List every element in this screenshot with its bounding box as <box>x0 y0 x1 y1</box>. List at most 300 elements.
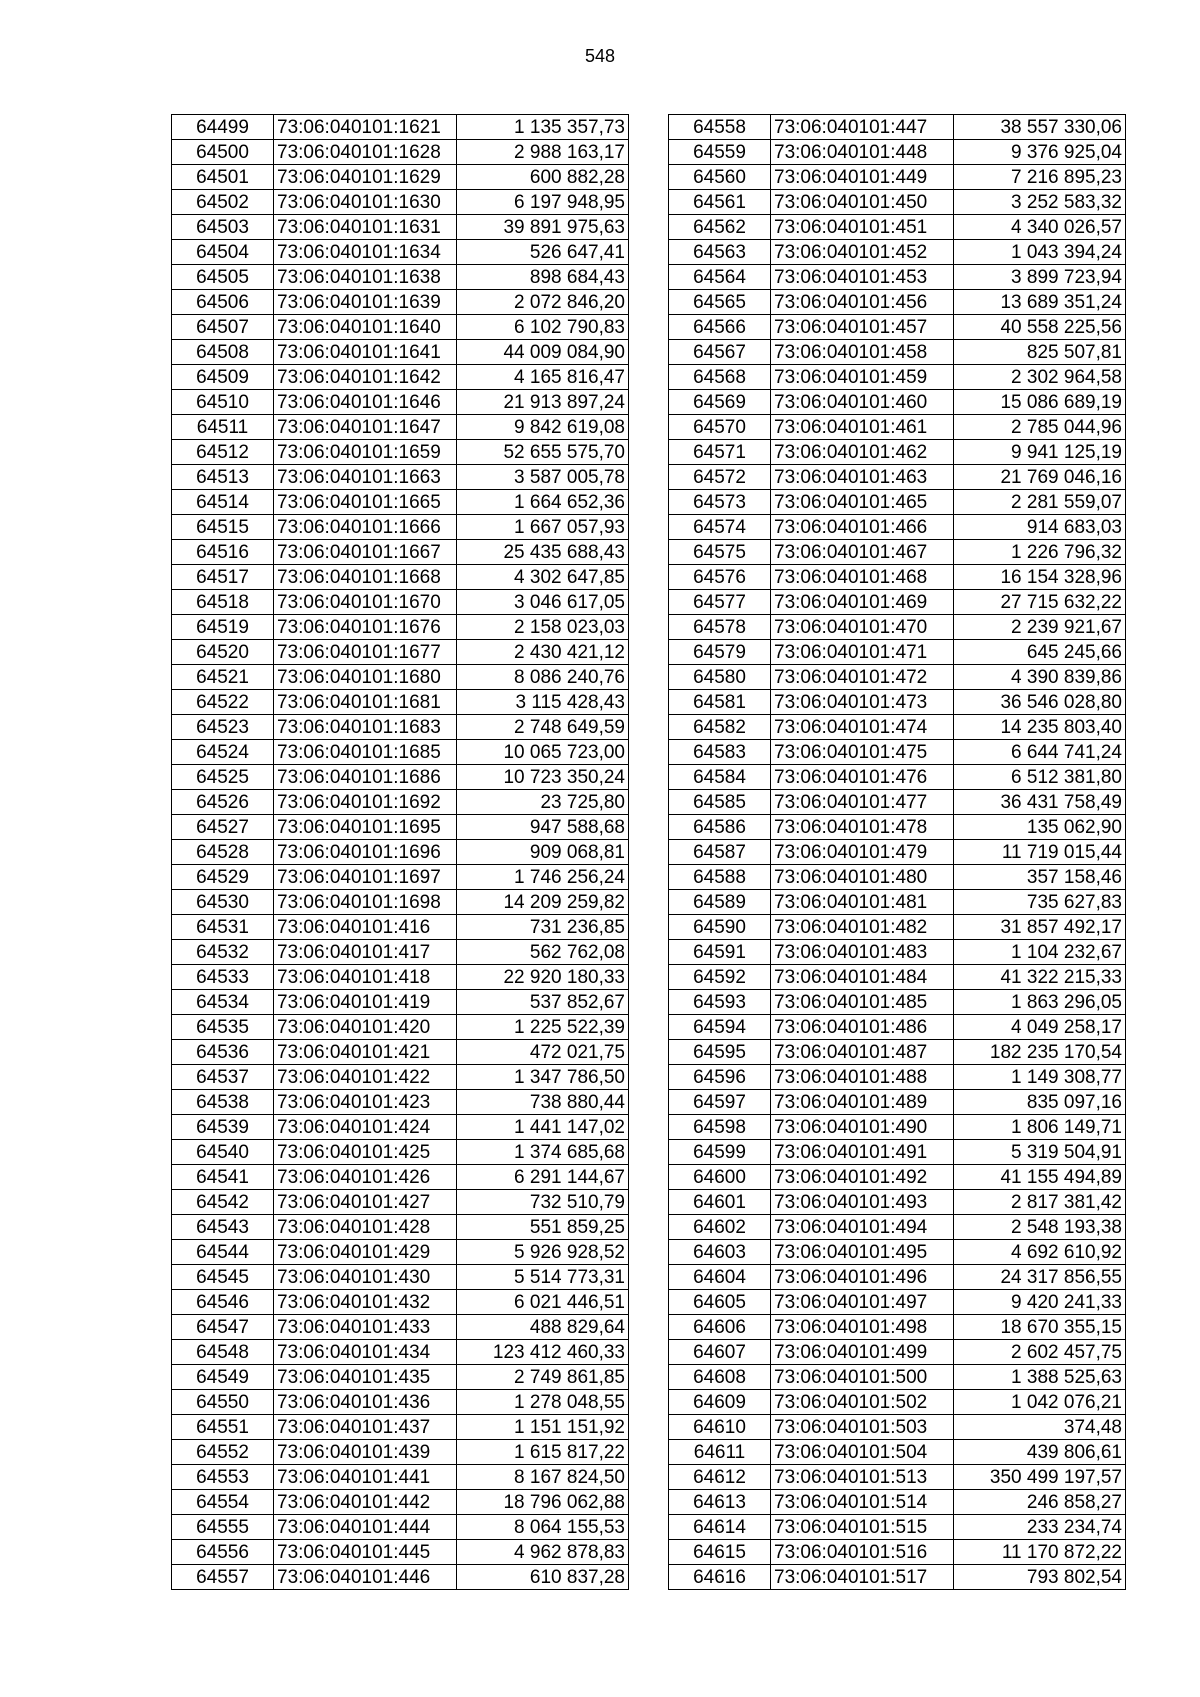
row-number-cell: 64542 <box>172 1190 274 1215</box>
cadastral-value-cell: 2 988 163,17 <box>457 140 629 165</box>
row-number-cell: 64545 <box>172 1265 274 1290</box>
table-row <box>172 765 629 790</box>
row-number-cell: 64568 <box>669 365 771 390</box>
row-number-cell: 64571 <box>669 440 771 465</box>
table-row <box>172 490 629 515</box>
cadastral-number-cell: 73:06:040101:439 <box>274 1440 457 1465</box>
row-number-cell: 64535 <box>172 1015 274 1040</box>
cadastral-number-cell: 73:06:040101:1642 <box>274 365 457 390</box>
row-number-cell: 64609 <box>669 1390 771 1415</box>
row-number-cell: 64607 <box>669 1340 771 1365</box>
table-row <box>172 190 629 215</box>
row-number-cell: 64516 <box>172 540 274 565</box>
table-row <box>669 1215 1126 1240</box>
row-number-cell: 64583 <box>669 740 771 765</box>
cadastral-number-cell: 73:06:040101:1665 <box>274 490 457 515</box>
cadastral-number-cell: 73:06:040101:1685 <box>274 740 457 765</box>
row-number-cell: 64572 <box>669 465 771 490</box>
row-number-cell: 64599 <box>669 1140 771 1165</box>
cadastral-value-cell: 246 858,27 <box>954 1490 1126 1515</box>
row-number-cell: 64579 <box>669 640 771 665</box>
row-number-cell: 64578 <box>669 615 771 640</box>
cadastral-number-cell: 73:06:040101:496 <box>771 1265 954 1290</box>
row-number-cell: 64510 <box>172 390 274 415</box>
table-row <box>669 1290 1126 1315</box>
row-number-cell: 64515 <box>172 515 274 540</box>
cadastral-value-cell: 9 376 925,04 <box>954 140 1126 165</box>
cadastral-number-cell: 73:06:040101:1628 <box>274 140 457 165</box>
row-number-cell: 64566 <box>669 315 771 340</box>
table-row <box>669 1390 1126 1415</box>
cadastral-number-cell: 73:06:040101:446 <box>274 1565 457 1590</box>
row-number-cell: 64508 <box>172 340 274 365</box>
table-row <box>669 1365 1126 1390</box>
cadastral-number-cell: 73:06:040101:477 <box>771 790 954 815</box>
row-number-cell: 64584 <box>669 765 771 790</box>
cadastral-value-cell: 898 684,43 <box>457 265 629 290</box>
cadastral-value-cell: 537 852,67 <box>457 990 629 1015</box>
cadastral-value-cell: 6 291 144,67 <box>457 1165 629 1190</box>
cadastral-value-cell: 27 715 632,22 <box>954 590 1126 615</box>
cadastral-value-cell: 2 749 861,85 <box>457 1365 629 1390</box>
table-row <box>669 615 1126 640</box>
table-row <box>669 465 1126 490</box>
row-number-cell: 64596 <box>669 1065 771 1090</box>
cadastral-value-cell: 8 064 155,53 <box>457 1515 629 1540</box>
row-number-cell: 64575 <box>669 540 771 565</box>
cadastral-number-cell: 73:06:040101:427 <box>274 1190 457 1215</box>
cadastral-value-cell: 52 655 575,70 <box>457 440 629 465</box>
row-number-cell: 64606 <box>669 1315 771 1340</box>
row-number-cell: 64507 <box>172 315 274 340</box>
row-number-cell: 64544 <box>172 1240 274 1265</box>
cadastral-number-cell: 73:06:040101:1629 <box>274 165 457 190</box>
table-row <box>669 140 1126 165</box>
table-row <box>172 140 629 165</box>
cadastral-number-cell: 73:06:040101:492 <box>771 1165 954 1190</box>
table-row <box>172 1515 629 1540</box>
cadastral-value-cell: 7 216 895,23 <box>954 165 1126 190</box>
cadastral-value-cell: 3 115 428,43 <box>457 690 629 715</box>
cadastral-number-cell: 73:06:040101:1631 <box>274 215 457 240</box>
cadastral-number-cell: 73:06:040101:458 <box>771 340 954 365</box>
row-number-cell: 64576 <box>669 565 771 590</box>
cadastral-number-cell: 73:06:040101:1697 <box>274 865 457 890</box>
table-row <box>172 1365 629 1390</box>
row-number-cell: 64502 <box>172 190 274 215</box>
cadastral-number-cell: 73:06:040101:468 <box>771 565 954 590</box>
cadastral-number-cell: 73:06:040101:461 <box>771 415 954 440</box>
cadastral-number-cell: 73:06:040101:421 <box>274 1040 457 1065</box>
table-row <box>172 440 629 465</box>
row-number-cell: 64531 <box>172 915 274 940</box>
cadastral-number-cell: 73:06:040101:416 <box>274 915 457 940</box>
cadastral-number-cell: 73:06:040101:490 <box>771 1115 954 1140</box>
cadastral-table-left <box>171 114 629 1590</box>
row-number-cell: 64587 <box>669 840 771 865</box>
row-number-cell: 64556 <box>172 1540 274 1565</box>
table-row <box>172 1265 629 1290</box>
table-row <box>172 1340 629 1365</box>
cadastral-value-cell: 1 441 147,02 <box>457 1115 629 1140</box>
cadastral-number-cell: 73:06:040101:1695 <box>274 815 457 840</box>
cadastral-number-cell: 73:06:040101:418 <box>274 965 457 990</box>
cadastral-number-cell: 73:06:040101:1683 <box>274 715 457 740</box>
table-row <box>669 1240 1126 1265</box>
row-number-cell: 64602 <box>669 1215 771 1240</box>
cadastral-number-cell: 73:06:040101:459 <box>771 365 954 390</box>
cadastral-value-cell: 2 158 023,03 <box>457 615 629 640</box>
table-row <box>669 1140 1126 1165</box>
row-number-cell: 64563 <box>669 240 771 265</box>
cadastral-number-cell: 73:06:040101:460 <box>771 390 954 415</box>
row-number-cell: 64543 <box>172 1215 274 1240</box>
table-row <box>172 815 629 840</box>
cadastral-value-cell: 3 587 005,78 <box>457 465 629 490</box>
table-row <box>172 1415 629 1440</box>
table-row <box>172 965 629 990</box>
table-row <box>669 1065 1126 1090</box>
cadastral-value-cell: 2 817 381,42 <box>954 1190 1126 1215</box>
table-row <box>172 915 629 940</box>
cadastral-number-cell: 73:06:040101:491 <box>771 1140 954 1165</box>
row-number-cell: 64559 <box>669 140 771 165</box>
table-row <box>669 665 1126 690</box>
row-number-cell: 64525 <box>172 765 274 790</box>
table-row <box>172 1190 629 1215</box>
cadastral-value-cell: 610 837,28 <box>457 1565 629 1590</box>
cadastral-number-cell: 73:06:040101:1638 <box>274 265 457 290</box>
row-number-cell: 64614 <box>669 1515 771 1540</box>
cadastral-value-cell: 6 197 948,95 <box>457 190 629 215</box>
row-number-cell: 64539 <box>172 1115 274 1140</box>
cadastral-value-cell: 40 558 225,56 <box>954 315 1126 340</box>
row-number-cell: 64509 <box>172 365 274 390</box>
cadastral-value-cell: 38 557 330,06 <box>954 115 1126 140</box>
cadastral-number-cell: 73:06:040101:475 <box>771 740 954 765</box>
cadastral-number-cell: 73:06:040101:432 <box>274 1290 457 1315</box>
cadastral-number-cell: 73:06:040101:423 <box>274 1090 457 1115</box>
row-number-cell: 64582 <box>669 715 771 740</box>
table-row <box>669 540 1126 565</box>
cadastral-number-cell: 73:06:040101:1659 <box>274 440 457 465</box>
table-row <box>669 290 1126 315</box>
table-row <box>172 565 629 590</box>
row-number-cell: 64573 <box>669 490 771 515</box>
cadastral-number-cell: 73:06:040101:499 <box>771 1340 954 1365</box>
cadastral-value-cell: 18 670 355,15 <box>954 1315 1126 1340</box>
table-row <box>669 1540 1126 1565</box>
cadastral-value-cell: 735 627,83 <box>954 890 1126 915</box>
row-number-cell: 64534 <box>172 990 274 1015</box>
table-row <box>172 515 629 540</box>
row-number-cell: 64517 <box>172 565 274 590</box>
row-number-cell: 64504 <box>172 240 274 265</box>
table-row <box>669 790 1126 815</box>
cadastral-value-cell: 1 135 357,73 <box>457 115 629 140</box>
row-number-cell: 64558 <box>669 115 771 140</box>
table-row <box>172 465 629 490</box>
table-row <box>669 690 1126 715</box>
row-number-cell: 64555 <box>172 1515 274 1540</box>
row-number-cell: 64522 <box>172 690 274 715</box>
table-row <box>172 365 629 390</box>
cadastral-number-cell: 73:06:040101:448 <box>771 140 954 165</box>
row-number-cell: 64546 <box>172 1290 274 1315</box>
table-row <box>669 390 1126 415</box>
row-number-cell: 64585 <box>669 790 771 815</box>
row-number-cell: 64605 <box>669 1290 771 1315</box>
table-row <box>172 390 629 415</box>
cadastral-value-cell: 2 302 964,58 <box>954 365 1126 390</box>
cadastral-value-cell: 5 926 928,52 <box>457 1240 629 1265</box>
cadastral-number-cell: 73:06:040101:441 <box>274 1465 457 1490</box>
row-number-cell: 64570 <box>669 415 771 440</box>
cadastral-number-cell: 73:06:040101:493 <box>771 1190 954 1215</box>
cadastral-number-cell: 73:06:040101:1647 <box>274 415 457 440</box>
cadastral-value-cell: 472 021,75 <box>457 1040 629 1065</box>
cadastral-number-cell: 73:06:040101:469 <box>771 590 954 615</box>
row-number-cell: 64523 <box>172 715 274 740</box>
row-number-cell: 64597 <box>669 1090 771 1115</box>
table-row <box>669 1440 1126 1465</box>
cadastral-number-cell: 73:06:040101:514 <box>771 1490 954 1515</box>
cadastral-number-cell: 73:06:040101:444 <box>274 1515 457 1540</box>
table-row <box>172 315 629 340</box>
table-row <box>669 515 1126 540</box>
table-row <box>172 715 629 740</box>
cadastral-value-cell: 1 746 256,24 <box>457 865 629 890</box>
cadastral-number-cell: 73:06:040101:1677 <box>274 640 457 665</box>
cadastral-value-cell: 2 239 921,67 <box>954 615 1126 640</box>
row-number-cell: 64550 <box>172 1390 274 1415</box>
table-row <box>669 865 1126 890</box>
row-number-cell: 64521 <box>172 665 274 690</box>
cadastral-number-cell: 73:06:040101:483 <box>771 940 954 965</box>
cadastral-value-cell: 526 647,41 <box>457 240 629 265</box>
table-row <box>172 1140 629 1165</box>
table-row <box>669 565 1126 590</box>
cadastral-number-cell: 73:06:040101:442 <box>274 1490 457 1515</box>
table-row <box>172 290 629 315</box>
cadastral-number-cell: 73:06:040101:436 <box>274 1390 457 1415</box>
cadastral-number-cell: 73:06:040101:1696 <box>274 840 457 865</box>
cadastral-number-cell: 73:06:040101:470 <box>771 615 954 640</box>
row-number-cell: 64501 <box>172 165 274 190</box>
row-number-cell: 64600 <box>669 1165 771 1190</box>
row-number-cell: 64533 <box>172 965 274 990</box>
cadastral-value-cell: 2 602 457,75 <box>954 1340 1126 1365</box>
row-number-cell: 64532 <box>172 940 274 965</box>
table-row <box>669 440 1126 465</box>
cadastral-number-cell: 73:06:040101:1666 <box>274 515 457 540</box>
table-row <box>669 1090 1126 1115</box>
cadastral-value-cell: 41 322 215,33 <box>954 965 1126 990</box>
cadastral-number-cell: 73:06:040101:478 <box>771 815 954 840</box>
table-row <box>669 365 1126 390</box>
row-number-cell: 64577 <box>669 590 771 615</box>
table-row <box>669 1340 1126 1365</box>
table-row <box>172 1465 629 1490</box>
table-row <box>172 1015 629 1040</box>
cadastral-number-cell: 73:06:040101:417 <box>274 940 457 965</box>
table-row <box>172 615 629 640</box>
cadastral-value-cell: 8 086 240,76 <box>457 665 629 690</box>
cadastral-value-cell: 36 431 758,49 <box>954 790 1126 815</box>
row-number-cell: 64526 <box>172 790 274 815</box>
table-row <box>669 1015 1126 1040</box>
row-number-cell: 64592 <box>669 965 771 990</box>
row-number-cell: 64506 <box>172 290 274 315</box>
table-row <box>172 1165 629 1190</box>
cadastral-value-cell: 731 236,85 <box>457 915 629 940</box>
cadastral-number-cell: 73:06:040101:419 <box>274 990 457 1015</box>
cadastral-value-cell: 36 546 028,80 <box>954 690 1126 715</box>
cadastral-value-cell: 1 225 522,39 <box>457 1015 629 1040</box>
row-number-cell: 64549 <box>172 1365 274 1390</box>
cadastral-value-cell: 914 683,03 <box>954 515 1126 540</box>
cadastral-number-cell: 73:06:040101:486 <box>771 1015 954 1040</box>
cadastral-number-cell: 73:06:040101:437 <box>274 1415 457 1440</box>
cadastral-number-cell: 73:06:040101:495 <box>771 1240 954 1265</box>
table-row <box>172 790 629 815</box>
cadastral-number-cell: 73:06:040101:462 <box>771 440 954 465</box>
table-row <box>172 215 629 240</box>
cadastral-value-cell: 41 155 494,89 <box>954 1165 1126 1190</box>
cadastral-number-cell: 73:06:040101:1698 <box>274 890 457 915</box>
cadastral-value-cell: 1 374 685,68 <box>457 1140 629 1165</box>
cadastral-value-cell: 1 664 652,36 <box>457 490 629 515</box>
cadastral-number-cell: 73:06:040101:429 <box>274 1240 457 1265</box>
cadastral-number-cell: 73:06:040101:517 <box>771 1565 954 1590</box>
cadastral-value-cell: 1 615 817,22 <box>457 1440 629 1465</box>
cadastral-number-cell: 73:06:040101:488 <box>771 1065 954 1090</box>
table-row <box>172 665 629 690</box>
row-number-cell: 64536 <box>172 1040 274 1065</box>
cadastral-number-cell: 73:06:040101:1681 <box>274 690 457 715</box>
cadastral-value-cell: 5 514 773,31 <box>457 1265 629 1290</box>
table-row <box>669 640 1126 665</box>
cadastral-value-cell: 439 806,61 <box>954 1440 1126 1465</box>
table-row <box>172 540 629 565</box>
cadastral-value-cell: 3 899 723,94 <box>954 265 1126 290</box>
table-row <box>172 990 629 1015</box>
row-number-cell: 64527 <box>172 815 274 840</box>
row-number-cell: 64553 <box>172 1465 274 1490</box>
row-number-cell: 64604 <box>669 1265 771 1290</box>
table-row <box>172 940 629 965</box>
cadastral-number-cell: 73:06:040101:420 <box>274 1015 457 1040</box>
row-number-cell: 64615 <box>669 1540 771 1565</box>
row-number-cell: 64511 <box>172 415 274 440</box>
table-row <box>669 1190 1126 1215</box>
cadastral-value-cell: 233 234,74 <box>954 1515 1126 1540</box>
table-row <box>172 1390 629 1415</box>
cadastral-value-cell: 44 009 084,90 <box>457 340 629 365</box>
cadastral-value-cell: 4 165 816,47 <box>457 365 629 390</box>
row-number-cell: 64590 <box>669 915 771 940</box>
table-row <box>669 1565 1126 1590</box>
table-row <box>669 340 1126 365</box>
cadastral-value-cell: 562 762,08 <box>457 940 629 965</box>
table-row <box>669 1040 1126 1065</box>
cadastral-value-cell: 11 170 872,22 <box>954 1540 1126 1565</box>
table-row <box>172 1315 629 1340</box>
cadastral-value-cell: 4 340 026,57 <box>954 215 1126 240</box>
cadastral-value-cell: 1 226 796,32 <box>954 540 1126 565</box>
cadastral-value-cell: 1 667 057,93 <box>457 515 629 540</box>
row-number-cell: 64561 <box>669 190 771 215</box>
cadastral-value-cell: 1 806 149,71 <box>954 1115 1126 1140</box>
cadastral-value-cell: 15 086 689,19 <box>954 390 1126 415</box>
cadastral-number-cell: 73:06:040101:422 <box>274 1065 457 1090</box>
table-row <box>669 965 1126 990</box>
cadastral-number-cell: 73:06:040101:466 <box>771 515 954 540</box>
page-number: 548 <box>584 46 616 66</box>
table-row <box>669 1465 1126 1490</box>
cadastral-value-cell: 123 412 460,33 <box>457 1340 629 1365</box>
row-number-cell: 64520 <box>172 640 274 665</box>
table-row <box>172 840 629 865</box>
cadastral-number-cell: 73:06:040101:435 <box>274 1365 457 1390</box>
cadastral-value-cell: 11 719 015,44 <box>954 840 1126 865</box>
cadastral-number-cell: 73:06:040101:463 <box>771 465 954 490</box>
cadastral-number-cell: 73:06:040101:494 <box>771 1215 954 1240</box>
row-number-cell: 64512 <box>172 440 274 465</box>
cadastral-number-cell: 73:06:040101:451 <box>771 215 954 240</box>
table-row <box>669 1490 1126 1515</box>
row-number-cell: 64529 <box>172 865 274 890</box>
table-row <box>172 1440 629 1465</box>
cadastral-number-cell: 73:06:040101:479 <box>771 840 954 865</box>
row-number-cell: 64503 <box>172 215 274 240</box>
cadastral-number-cell: 73:06:040101:485 <box>771 990 954 1015</box>
table-row <box>669 940 1126 965</box>
cadastral-number-cell: 73:06:040101:504 <box>771 1440 954 1465</box>
table-row <box>172 240 629 265</box>
cadastral-value-cell: 2 072 846,20 <box>457 290 629 315</box>
cadastral-number-cell: 73:06:040101:426 <box>274 1165 457 1190</box>
cadastral-number-cell: 73:06:040101:513 <box>771 1465 954 1490</box>
table-row <box>669 715 1126 740</box>
row-number-cell: 64581 <box>669 690 771 715</box>
row-number-cell: 64613 <box>669 1490 771 1515</box>
row-number-cell: 64530 <box>172 890 274 915</box>
table-row <box>172 1090 629 1115</box>
row-number-cell: 64519 <box>172 615 274 640</box>
cadastral-value-cell: 3 046 617,05 <box>457 590 629 615</box>
row-number-cell: 64569 <box>669 390 771 415</box>
table-row <box>172 890 629 915</box>
cadastral-number-cell: 73:06:040101:1646 <box>274 390 457 415</box>
cadastral-value-cell: 947 588,68 <box>457 815 629 840</box>
cadastral-number-cell: 73:06:040101:1641 <box>274 340 457 365</box>
cadastral-value-cell: 135 062,90 <box>954 815 1126 840</box>
table-row <box>669 315 1126 340</box>
cadastral-number-cell: 73:06:040101:1692 <box>274 790 457 815</box>
cadastral-value-cell: 2 785 044,96 <box>954 415 1126 440</box>
row-number-cell: 64552 <box>172 1440 274 1465</box>
cadastral-number-cell: 73:06:040101:428 <box>274 1215 457 1240</box>
row-number-cell: 64608 <box>669 1365 771 1390</box>
table-row <box>669 215 1126 240</box>
cadastral-value-cell: 2 548 193,38 <box>954 1215 1126 1240</box>
row-number-cell: 64541 <box>172 1165 274 1190</box>
cadastral-number-cell: 73:06:040101:1640 <box>274 315 457 340</box>
table-row <box>669 765 1126 790</box>
cadastral-value-cell: 9 420 241,33 <box>954 1290 1126 1315</box>
cadastral-value-cell: 835 097,16 <box>954 1090 1126 1115</box>
